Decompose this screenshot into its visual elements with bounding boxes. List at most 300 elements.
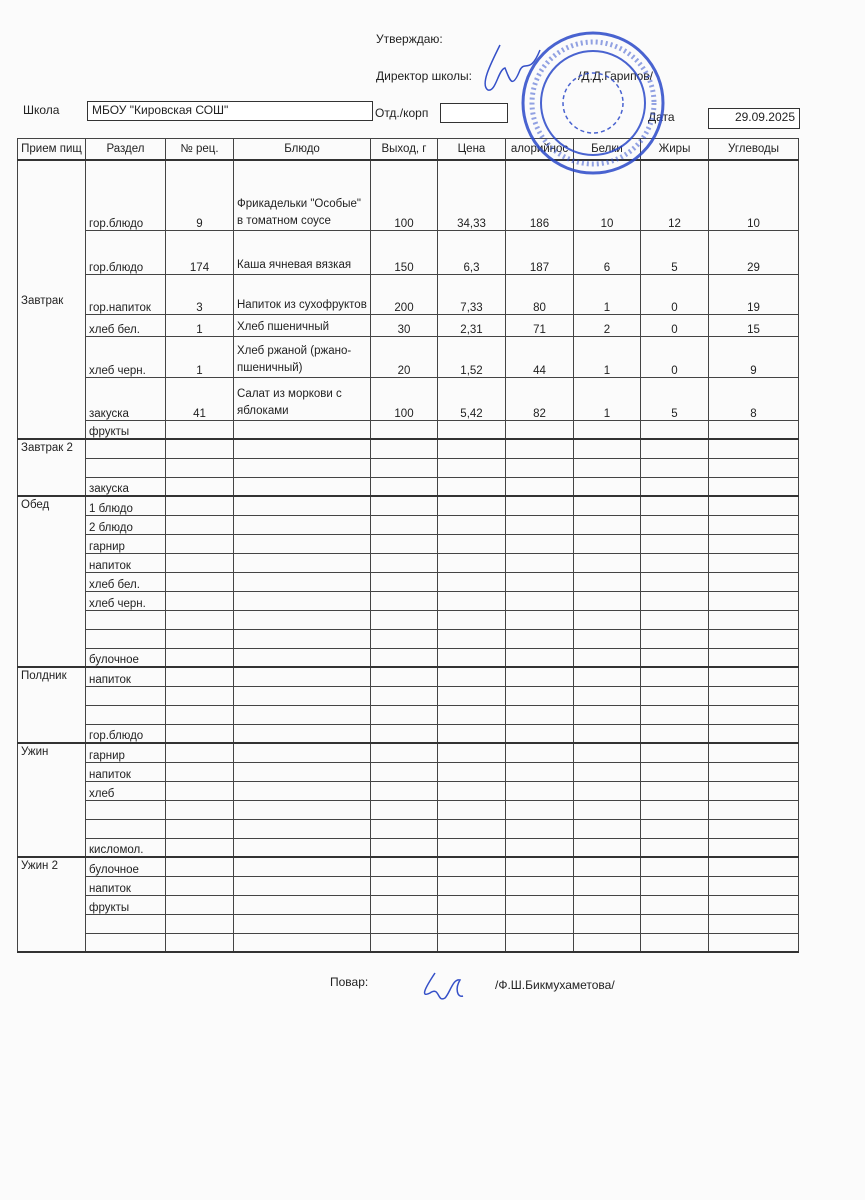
table-row — [18, 743, 799, 762]
cell-fat — [641, 876, 709, 895]
cell-kcal — [506, 705, 574, 724]
cell-price: 7,33 — [438, 274, 506, 314]
cell-price — [438, 762, 506, 781]
cell-recipe — [166, 781, 234, 800]
cell-recipe — [166, 743, 234, 762]
cell-kcal: 186 — [506, 160, 574, 230]
cell-fat — [641, 515, 709, 534]
table-row — [18, 377, 799, 420]
cell-section — [86, 629, 166, 648]
table-row — [18, 274, 799, 314]
cell-section: напиток — [86, 553, 166, 572]
cell-yield — [371, 933, 438, 952]
table-row — [18, 933, 799, 952]
cell-fat — [641, 762, 709, 781]
cell-dish — [234, 819, 371, 838]
cell-kcal — [506, 572, 574, 591]
cell-carbs — [709, 876, 799, 895]
cell-section: хлеб бел. — [86, 314, 166, 336]
cell-kcal — [506, 610, 574, 629]
cell-fat — [641, 458, 709, 477]
cell-price — [438, 895, 506, 914]
cell-kcal — [506, 515, 574, 534]
cell-protein: 1 — [574, 274, 641, 314]
cell-price — [438, 914, 506, 933]
cell-protein — [574, 800, 641, 819]
cell-yield — [371, 420, 438, 439]
cell-fat — [641, 781, 709, 800]
cell-yield — [371, 914, 438, 933]
cell-protein — [574, 439, 641, 458]
school-label: Школа — [23, 103, 60, 117]
column-header: Раздел — [86, 139, 166, 161]
cell-dish — [234, 724, 371, 743]
cell-recipe — [166, 439, 234, 458]
cell-carbs — [709, 914, 799, 933]
cell-dish — [234, 781, 371, 800]
cell-kcal — [506, 819, 574, 838]
cell-recipe: 3 — [166, 274, 234, 314]
cell-yield — [371, 876, 438, 895]
cell-yield — [371, 705, 438, 724]
table-row — [18, 160, 799, 230]
director-signature — [470, 40, 550, 100]
cell-recipe — [166, 629, 234, 648]
cell-section: булочное — [86, 857, 166, 876]
table-row — [18, 686, 799, 705]
cell-fat — [641, 705, 709, 724]
cell-yield — [371, 591, 438, 610]
cell-kcal — [506, 648, 574, 667]
cell-carbs — [709, 553, 799, 572]
cell-recipe — [166, 420, 234, 439]
cell-carbs — [709, 762, 799, 781]
cell-dish — [234, 458, 371, 477]
column-header: Блюдо — [234, 139, 371, 161]
cell-section: гор.блюдо — [86, 160, 166, 230]
cell-kcal — [506, 686, 574, 705]
table-row — [18, 439, 799, 458]
cell-kcal — [506, 629, 574, 648]
cell-recipe — [166, 667, 234, 686]
cell-price — [438, 857, 506, 876]
cell-kcal — [506, 838, 574, 857]
cell-carbs — [709, 591, 799, 610]
cell-fat: 12 — [641, 160, 709, 230]
cell-dish — [234, 496, 371, 515]
cell-section — [86, 705, 166, 724]
cell-recipe — [166, 648, 234, 667]
cell-yield — [371, 648, 438, 667]
cell-price: 34,33 — [438, 160, 506, 230]
cell-carbs — [709, 800, 799, 819]
cell-yield — [371, 838, 438, 857]
cell-section — [86, 914, 166, 933]
cell-kcal — [506, 914, 574, 933]
cell-price — [438, 591, 506, 610]
cell-dish — [234, 762, 371, 781]
cell-dish: Фрикадельки "Особые" в томатном соусе — [234, 160, 371, 230]
cell-kcal — [506, 800, 574, 819]
cell-price — [438, 420, 506, 439]
cell-dish — [234, 629, 371, 648]
cell-protein — [574, 553, 641, 572]
cell-fat — [641, 439, 709, 458]
cell-fat — [641, 838, 709, 857]
cell-dish: Каша ячневая вязкая — [234, 230, 371, 274]
cell-price — [438, 553, 506, 572]
cell-dish: Хлеб пшеничный — [234, 314, 371, 336]
cell-dish — [234, 857, 371, 876]
cell-carbs — [709, 534, 799, 553]
director-name: /Д.Д.Гарипов/ — [578, 69, 654, 83]
cell-yield: 150 — [371, 230, 438, 274]
cell-protein — [574, 724, 641, 743]
cell-fat: 5 — [641, 377, 709, 420]
cell-section — [86, 458, 166, 477]
cell-protein — [574, 933, 641, 952]
cell-fat — [641, 667, 709, 686]
cell-protein: 10 — [574, 160, 641, 230]
cell-section: закуска — [86, 477, 166, 496]
cell-dish — [234, 477, 371, 496]
table-row — [18, 705, 799, 724]
cell-section: фрукты — [86, 420, 166, 439]
cell-price — [438, 933, 506, 952]
cell-yield: 30 — [371, 314, 438, 336]
cell-kcal: 187 — [506, 230, 574, 274]
table-row — [18, 534, 799, 553]
cell-section — [86, 933, 166, 952]
cell-recipe: 9 — [166, 160, 234, 230]
cell-price: 5,42 — [438, 377, 506, 420]
cell-section: хлеб бел. — [86, 572, 166, 591]
cell-section: напиток — [86, 667, 166, 686]
cell-carbs: 15 — [709, 314, 799, 336]
cell-yield — [371, 857, 438, 876]
cell-yield — [371, 743, 438, 762]
cell-kcal — [506, 781, 574, 800]
cell-dish — [234, 648, 371, 667]
cell-recipe: 41 — [166, 377, 234, 420]
table-row — [18, 819, 799, 838]
cell-dish — [234, 515, 371, 534]
cell-fat — [641, 800, 709, 819]
cell-recipe: 1 — [166, 314, 234, 336]
cell-protein — [574, 534, 641, 553]
dept-field — [440, 103, 508, 123]
cell-recipe — [166, 515, 234, 534]
cell-carbs — [709, 743, 799, 762]
cell-section — [86, 819, 166, 838]
cell-protein — [574, 914, 641, 933]
cell-dish — [234, 895, 371, 914]
cell-kcal — [506, 895, 574, 914]
cell-recipe — [166, 933, 234, 952]
cell-dish — [234, 439, 371, 458]
cell-dish: Хлеб ржаной (ржано-пшеничный) — [234, 336, 371, 377]
cell-protein — [574, 819, 641, 838]
cell-section: закуска — [86, 377, 166, 420]
cell-protein: 6 — [574, 230, 641, 274]
director-label: Директор школы: — [376, 69, 472, 83]
cell-protein — [574, 743, 641, 762]
cell-price — [438, 458, 506, 477]
cell-dish — [234, 743, 371, 762]
cell-price — [438, 781, 506, 800]
cell-section: гарнир — [86, 534, 166, 553]
cell-recipe — [166, 876, 234, 895]
cell-fat — [641, 629, 709, 648]
cell-section: напиток — [86, 876, 166, 895]
cell-yield — [371, 781, 438, 800]
cell-dish — [234, 914, 371, 933]
cell-carbs — [709, 477, 799, 496]
menu-table — [17, 138, 799, 953]
cell-price — [438, 819, 506, 838]
cell-protein: 1 — [574, 377, 641, 420]
cell-fat — [641, 553, 709, 572]
cell-carbs: 10 — [709, 160, 799, 230]
cell-fat: 0 — [641, 314, 709, 336]
cook-name: /Ф.Ш.Бикмухаметова/ — [495, 978, 615, 992]
cell-protein — [574, 515, 641, 534]
cell-section — [86, 439, 166, 458]
cell-protein — [574, 876, 641, 895]
cell-price — [438, 648, 506, 667]
cell-price — [438, 686, 506, 705]
cell-carbs — [709, 781, 799, 800]
cell-fat — [641, 610, 709, 629]
cell-fat — [641, 743, 709, 762]
cell-kcal — [506, 857, 574, 876]
table-row — [18, 336, 799, 377]
cell-carbs — [709, 458, 799, 477]
table-row — [18, 629, 799, 648]
cell-recipe — [166, 591, 234, 610]
cell-fat — [641, 857, 709, 876]
cell-recipe — [166, 496, 234, 515]
cell-recipe — [166, 895, 234, 914]
cell-kcal — [506, 762, 574, 781]
cell-dish — [234, 572, 371, 591]
cell-carbs — [709, 610, 799, 629]
cell-price — [438, 496, 506, 515]
table-row — [18, 895, 799, 914]
cell-protein — [574, 610, 641, 629]
cell-fat — [641, 648, 709, 667]
cell-section: гарнир — [86, 743, 166, 762]
cell-recipe — [166, 705, 234, 724]
cell-recipe — [166, 819, 234, 838]
cell-yield — [371, 515, 438, 534]
cell-price — [438, 800, 506, 819]
dept-label: Отд./корп — [375, 106, 429, 120]
cell-protein — [574, 572, 641, 591]
cell-section — [86, 610, 166, 629]
cell-protein: 1 — [574, 336, 641, 377]
cell-recipe — [166, 610, 234, 629]
cell-protein — [574, 458, 641, 477]
cell-kcal: 71 — [506, 314, 574, 336]
cell-dish — [234, 610, 371, 629]
cell-section — [86, 686, 166, 705]
cell-recipe — [166, 458, 234, 477]
cell-carbs — [709, 895, 799, 914]
cell-yield — [371, 439, 438, 458]
column-header: Жиры — [641, 139, 709, 161]
cell-fat — [641, 496, 709, 515]
cell-protein — [574, 667, 641, 686]
cell-dish — [234, 591, 371, 610]
cell-protein — [574, 420, 641, 439]
cell-yield — [371, 458, 438, 477]
cell-protein — [574, 781, 641, 800]
table-row — [18, 762, 799, 781]
table-row — [18, 420, 799, 439]
table-row — [18, 667, 799, 686]
date-field: 29.09.2025 — [708, 108, 800, 129]
cell-protein — [574, 496, 641, 515]
meal-name: Обед — [18, 496, 86, 667]
cell-yield — [371, 553, 438, 572]
cell-carbs — [709, 667, 799, 686]
cell-yield — [371, 477, 438, 496]
cell-dish: Напиток из сухофруктов — [234, 274, 371, 314]
table-row — [18, 724, 799, 743]
cell-recipe — [166, 572, 234, 591]
column-header: № рец. — [166, 139, 234, 161]
cell-section: хлеб черн. — [86, 336, 166, 377]
cell-price — [438, 610, 506, 629]
cell-recipe — [166, 724, 234, 743]
cell-yield — [371, 534, 438, 553]
date-label: Дата — [648, 110, 675, 124]
cell-protein — [574, 477, 641, 496]
cell-carbs: 19 — [709, 274, 799, 314]
cell-section: 2 блюдо — [86, 515, 166, 534]
cell-price — [438, 705, 506, 724]
table-row — [18, 914, 799, 933]
school-field: МБОУ "Кировская СОШ" — [87, 101, 373, 121]
cell-carbs — [709, 724, 799, 743]
cell-kcal — [506, 496, 574, 515]
cell-kcal — [506, 534, 574, 553]
cell-recipe — [166, 838, 234, 857]
cell-recipe — [166, 762, 234, 781]
cell-kcal — [506, 439, 574, 458]
cell-section: гор.блюдо — [86, 724, 166, 743]
cell-carbs — [709, 629, 799, 648]
cell-yield — [371, 800, 438, 819]
cell-protein — [574, 838, 641, 857]
cell-kcal — [506, 743, 574, 762]
cell-kcal — [506, 724, 574, 743]
cell-fat — [641, 420, 709, 439]
cell-protein — [574, 895, 641, 914]
cell-yield: 100 — [371, 377, 438, 420]
cell-carbs — [709, 838, 799, 857]
cell-price: 2,31 — [438, 314, 506, 336]
cell-kcal — [506, 477, 574, 496]
cell-fat — [641, 591, 709, 610]
meal-name: Завтрак — [18, 160, 86, 439]
cell-carbs — [709, 648, 799, 667]
approve-label: Утверждаю: — [376, 32, 443, 46]
table-row — [18, 838, 799, 857]
cell-fat — [641, 686, 709, 705]
cell-yield: 20 — [371, 336, 438, 377]
cell-dish: Салат из моркови с яблоками — [234, 377, 371, 420]
cell-price — [438, 534, 506, 553]
cell-yield: 100 — [371, 160, 438, 230]
cell-section: напиток — [86, 762, 166, 781]
cell-yield — [371, 496, 438, 515]
cell-kcal: 82 — [506, 377, 574, 420]
cell-price: 6,3 — [438, 230, 506, 274]
cell-protein — [574, 591, 641, 610]
cell-carbs — [709, 857, 799, 876]
cell-section: булочное — [86, 648, 166, 667]
cell-price — [438, 477, 506, 496]
cell-yield — [371, 819, 438, 838]
cell-dish — [234, 667, 371, 686]
cell-section: 1 блюдо — [86, 496, 166, 515]
cell-kcal: 44 — [506, 336, 574, 377]
cell-carbs — [709, 420, 799, 439]
cell-kcal — [506, 876, 574, 895]
table-row — [18, 610, 799, 629]
cell-dish — [234, 933, 371, 952]
cook-label: Повар: — [330, 975, 369, 989]
cell-section: кисломол. — [86, 838, 166, 857]
column-header: Цена — [438, 139, 506, 161]
table-row — [18, 591, 799, 610]
cell-price — [438, 743, 506, 762]
cell-price — [438, 515, 506, 534]
cell-fat — [641, 895, 709, 914]
cell-yield — [371, 762, 438, 781]
cell-recipe — [166, 800, 234, 819]
table-row — [18, 458, 799, 477]
cook-signature — [415, 968, 475, 1008]
table-row — [18, 572, 799, 591]
cell-carbs — [709, 705, 799, 724]
cell-recipe — [166, 477, 234, 496]
table-row — [18, 800, 799, 819]
cell-section: гор.напиток — [86, 274, 166, 314]
cell-carbs: 29 — [709, 230, 799, 274]
meal-name: Завтрак 2 — [18, 439, 86, 496]
table-row — [18, 648, 799, 667]
cell-protein — [574, 762, 641, 781]
cell-fat — [641, 572, 709, 591]
column-header: алорийнос — [506, 139, 574, 161]
cell-price — [438, 724, 506, 743]
cell-kcal — [506, 458, 574, 477]
cell-yield — [371, 724, 438, 743]
meal-name: Полдник — [18, 667, 86, 743]
cell-fat — [641, 933, 709, 952]
cell-section — [86, 800, 166, 819]
cell-price — [438, 838, 506, 857]
table-row — [18, 553, 799, 572]
cell-carbs — [709, 572, 799, 591]
cell-dish — [234, 705, 371, 724]
cell-yield — [371, 895, 438, 914]
cell-recipe — [166, 857, 234, 876]
table-row — [18, 230, 799, 274]
